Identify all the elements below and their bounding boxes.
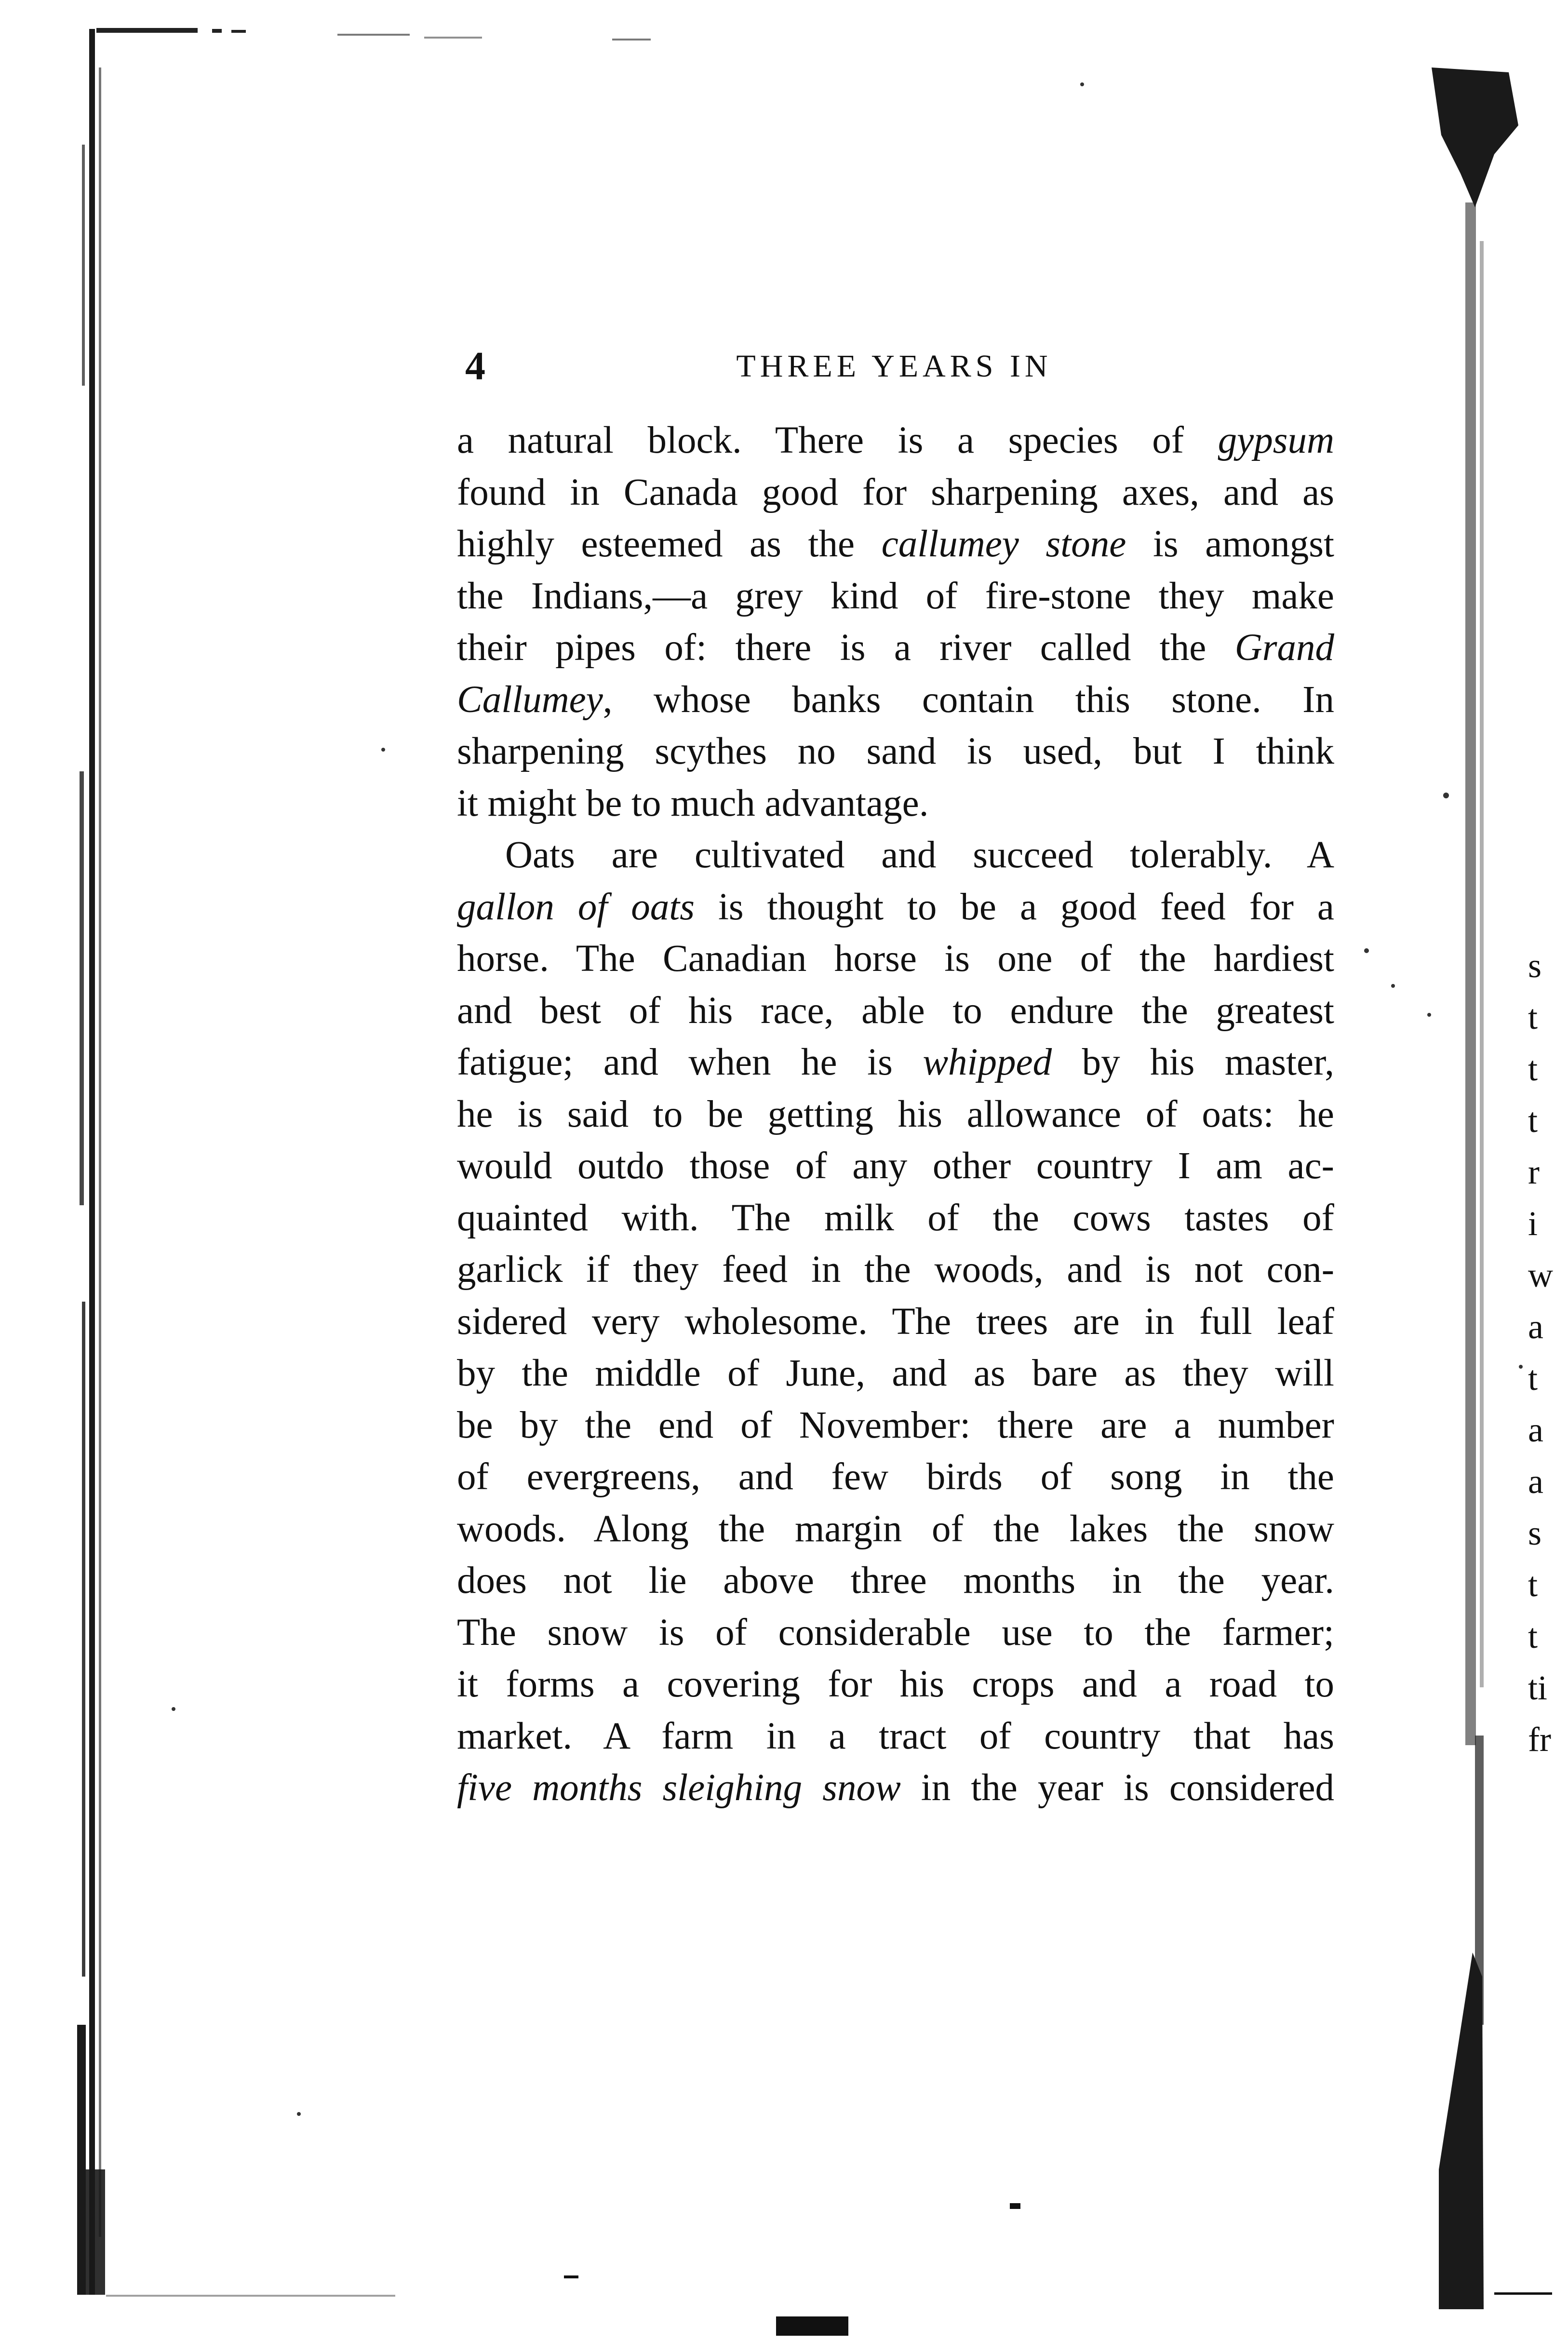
edge-fragment: s — [1528, 1514, 1542, 1552]
text-line: he is said to be getting his allowance of oats: he — [457, 1093, 1334, 1135]
right-gutter-shadow — [1432, 67, 1518, 2309]
text-line: Oats are cultivated and succeed tolerably. A — [505, 834, 1334, 876]
text-line: quainted with. The milk of the cows tastes of — [457, 1197, 1334, 1239]
text-line: Callumey, whose banks contain this stone. In — [457, 678, 1334, 721]
edge-fragment: a — [1528, 1307, 1543, 1346]
edge-fragment: a — [1528, 1411, 1543, 1449]
page-number: 4 — [465, 344, 485, 389]
left-binding-edge — [77, 29, 105, 2295]
text-line: would outdo those of any other country I am ac- — [457, 1145, 1334, 1187]
edge-fragment: t — [1528, 1101, 1538, 1140]
text-line: highly esteemed as the callumey stone is amongst — [457, 523, 1334, 565]
text-line: the Indians,—a grey kind of fire-stone they make — [457, 575, 1334, 617]
edge-fragment: t — [1528, 1617, 1538, 1656]
text-line: it might be to much advantage. — [457, 782, 929, 824]
text-line: five months sleighing snow in the year is considered — [457, 1767, 1335, 1809]
paragraph-1 — [457, 415, 1334, 829]
text-line: be by the end of November: there are a number — [457, 1404, 1334, 1446]
edge-fragment: t — [1528, 998, 1538, 1036]
text-line: sharpening scythes no sand is used, but I think — [457, 730, 1334, 772]
text-line: of evergreens, and few birds of song in the — [457, 1456, 1334, 1498]
running-title: THREE YEARS IN — [736, 349, 1052, 384]
text-line: woods. Along the margin of the lakes the snow — [457, 1507, 1334, 1550]
edge-fragment: w — [1528, 1256, 1553, 1294]
bottom-edge-marks — [106, 2203, 1552, 2336]
text-line: found in Canada good for sharpening axes, and as — [457, 471, 1334, 513]
edge-fragment: s — [1528, 946, 1542, 985]
edge-fragment: t — [1528, 1565, 1538, 1604]
text-line: it forms a covering for his crops and a road to — [457, 1663, 1334, 1705]
text-line: and best of his race, able to endure the greatest — [457, 989, 1334, 1032]
edge-fragment: r — [1528, 1153, 1540, 1191]
top-edge-smudges — [96, 28, 651, 40]
edge-fragment: i — [1528, 1204, 1538, 1243]
edge-fragment: fr — [1528, 1720, 1551, 1759]
edge-fragment: ti — [1528, 1669, 1548, 1707]
running-head — [453, 337, 1335, 395]
edge-fragment: t — [1528, 1050, 1538, 1088]
text-line: gallon of oats is thought to be a good feed for a — [457, 886, 1334, 928]
text-line: garlick if they feed in the woods, and is not con- — [457, 1249, 1334, 1291]
edge-fragment: t — [1528, 1359, 1538, 1398]
text-line: a natural block. There is a species of gypsum — [457, 419, 1334, 461]
text-line: market. A farm in a tract of country that has — [457, 1715, 1334, 1757]
text-line: sidered very wholesome. The trees are in full leaf — [457, 1300, 1334, 1343]
text-line: by the middle of June, and as bare as they will — [457, 1352, 1334, 1394]
text-line: their pipes of: there is a river called the Grand — [457, 627, 1334, 669]
next-page-edge-fragments — [1528, 940, 1568, 1765]
edge-fragment: a — [1528, 1462, 1543, 1501]
paragraph-2 — [457, 829, 1334, 1814]
text-line: fatigue; and when he is whipped by his master, — [457, 1041, 1335, 1083]
text-line: horse. The Canadian horse is one of the hardiest — [457, 938, 1334, 980]
text-line: The snow is of considerable use to the farmer; — [457, 1611, 1334, 1654]
text-line: does not lie above three months in the year. — [457, 1560, 1334, 1602]
body-text — [457, 415, 1334, 1814]
